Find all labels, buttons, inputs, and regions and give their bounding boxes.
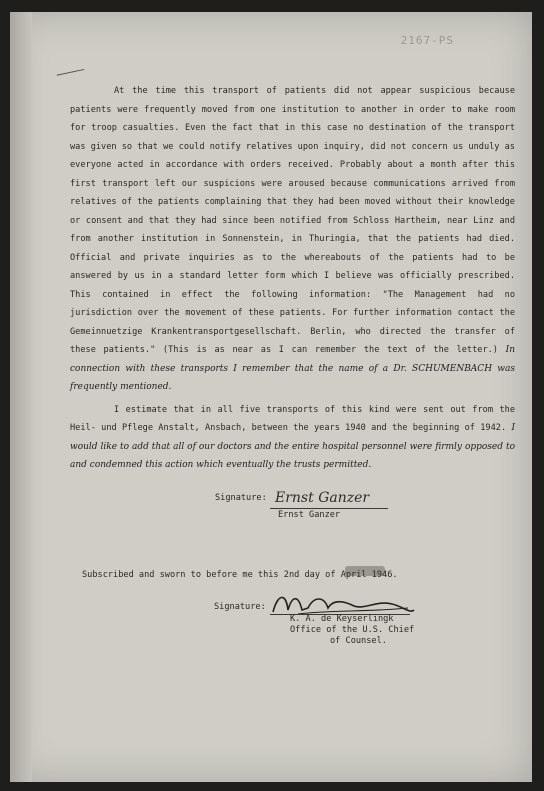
officer-block — [290, 614, 414, 647]
statement-body — [70, 82, 515, 475]
officer-title-1: Office of the U.S. Chief — [290, 625, 415, 635]
signature-1-line — [270, 508, 388, 509]
handwritten-note-1: In connection with these transports I remember that the name of a Dr. SCHUMENBACH was frequently mentioned. — [70, 345, 515, 392]
paragraph-2: I estimate that in all five transports of this kind were sent out from the Heil- und Pflege Anstalt, Ansbach, between the years 1940 and the beginning of 1942. I would like to add that all of our doctors and the entire hospital personnel were firmly opposed to and condemned this action which eventually the trusts permitted. — [70, 404, 515, 470]
signature-1-typed-name: Ernst Ganzer — [278, 510, 341, 520]
signature-1-label: Signature: — [215, 493, 267, 503]
signature-2-label: Signature: — [214, 602, 266, 612]
officer-title-2: of Counsel. — [330, 636, 387, 646]
handwritten-note-2: I would like to add that all of our doctors and the entire hospital personnel were firmly opposed to and condemned this action which eventually the trusts permitted. — [70, 423, 515, 470]
sworn-statement: Subscribed and sworn to before me this 2nd day of April 1946. — [82, 570, 398, 580]
document-number: 2167-PS — [400, 34, 454, 47]
pen-mark — [54, 55, 85, 75]
paragraph-1: At the time this transport of patients did not appear suspicious because patients were frequently moved from one institution to another in order to make room for troop casualties. Even the fact that in this case no destination of the transport was given so that we could notify relatives upon inquiry, did not concern us unduly as everyone acted in accordance with orders received. Probably about a month after this first transport left our suspicions were aroused because communications arrived from relatives of the patients complaining that they had been moved without their knowledge or consent and that they had since been notified from Schloss Hartheim, near Linz and from another institution in Sonnenstein, in Thuringia, that the patients had died. Official and private inquiries as to the whereabouts of the patients had to be answered by us in a standard letter form which I believe was officially prescribed. This contained in effect the following information: "The Management had no jurisdiction over the movement of these patients. For further information contact the Gemeinnuetzige Krankentransportgesellschaft. Berlin, who directed the transfer of these patients." (This is as near as I can remember the text of the letter.) In connection with these transports I remember that the name of a Dr. SCHUMENBACH was frequently mentioned. — [70, 86, 515, 392]
officer-name: K. A. de Keyserlingk — [290, 614, 394, 624]
signature-1-row — [215, 493, 267, 503]
signature-1-handwritten: Ernst Ganzer — [275, 490, 370, 506]
